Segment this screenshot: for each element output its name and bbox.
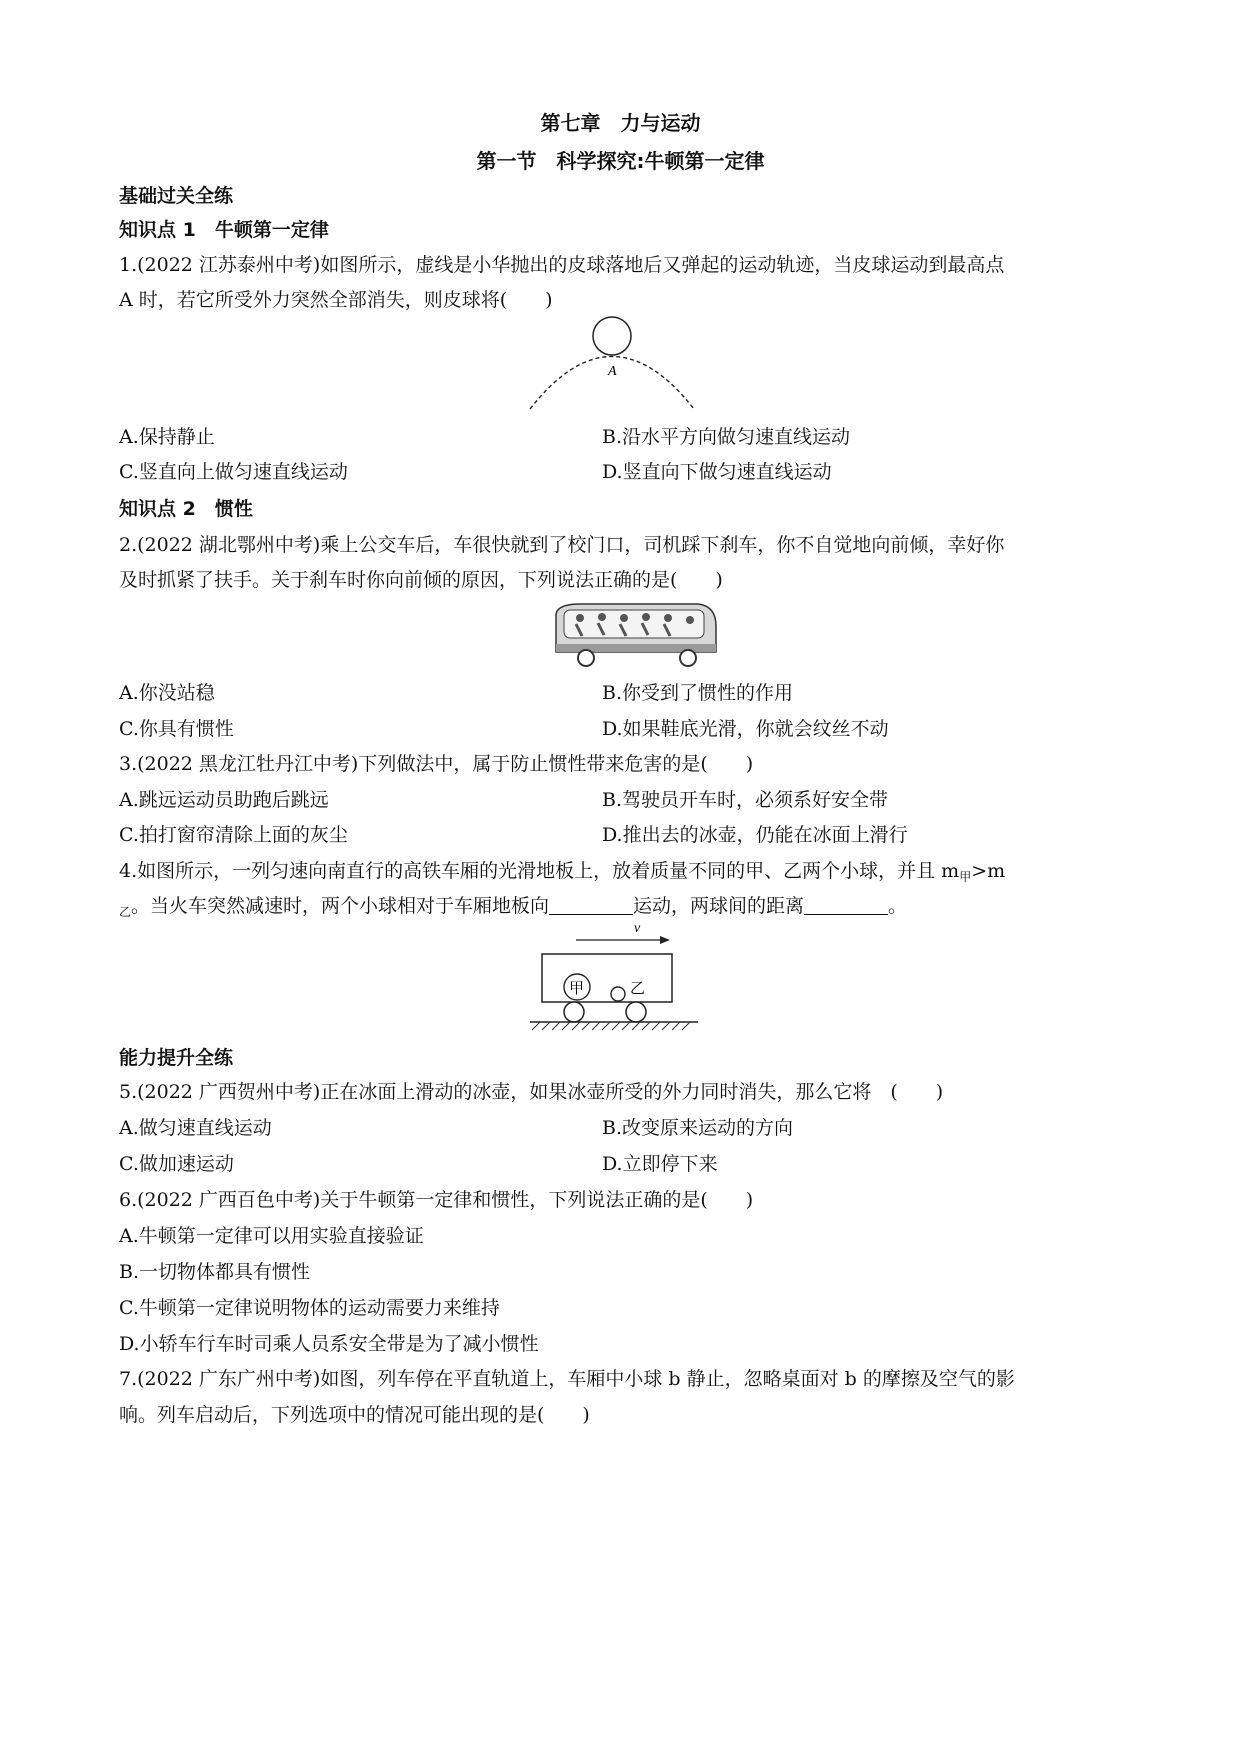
q4-train-car-figure bbox=[530, 920, 710, 1032]
q3-option-d[interactable]: D.推出去的冰壶，仍能在冰面上滑行 bbox=[602, 824, 908, 846]
part-heading-basic: 基础过关全练 bbox=[119, 185, 234, 207]
q4-blank-2[interactable] bbox=[804, 896, 888, 915]
q2-option-a[interactable]: A.你没站稳 bbox=[119, 682, 215, 704]
q2-option-b[interactable]: B.你受到了惯性的作用 bbox=[602, 682, 794, 704]
q3-option-a[interactable]: A.跳远运动员助跑后跳远 bbox=[119, 789, 329, 811]
part-heading-advanced: 能力提升全练 bbox=[119, 1047, 234, 1069]
q6-option-c[interactable]: C.牛顿第一定律说明物体的运动需要力来维持 bbox=[119, 1297, 500, 1319]
q6-option-a[interactable]: A.牛顿第一定律可以用实验直接验证 bbox=[119, 1225, 424, 1247]
section-title: 第一节 科学探究:牛顿第一定律 bbox=[476, 149, 765, 173]
knowledge-point-2: 知识点 2 惯性 bbox=[119, 498, 253, 520]
q1-option-c[interactable]: C.竖直向上做匀速直线运动 bbox=[119, 461, 348, 483]
q4-text-b: >m bbox=[971, 860, 1006, 882]
q4-text-e: 。 bbox=[888, 895, 908, 917]
q1-ball-trajectory-figure bbox=[520, 314, 720, 414]
q2-bus-illustration bbox=[550, 600, 720, 668]
q4-stem-line1 bbox=[119, 856, 1005, 885]
q2-option-c[interactable]: C.你具有惯性 bbox=[119, 718, 234, 740]
q1-option-d[interactable]: D.竖直向下做匀速直线运动 bbox=[602, 461, 832, 483]
q4-ball-jia-label: 甲 bbox=[569, 979, 585, 997]
q5-stem: 5.(2022 广西贺州中考)正在冰面上滑动的冰壶，如果冰壶所受的外力同时消失，那么它将 ( ) bbox=[119, 1081, 944, 1103]
q6-option-b[interactable]: B.一切物体都具有惯性 bbox=[119, 1261, 311, 1283]
q4-ball-yi-label: 乙 bbox=[630, 979, 646, 997]
q2-stem-line1: 2.(2022 湖北鄂州中考)乘上公交车后，车很快就到了校门口，司机踩下刹车，你不自觉地向前倾，幸好你 bbox=[119, 534, 1005, 556]
q4-text-d: 运动，两球间的距离 bbox=[633, 895, 805, 917]
q2-stem-line2: 及时抓紧了扶手。关于刹车时你向前倾的原因，下列说法正确的是( ) bbox=[119, 569, 723, 591]
q4-text-c: 。当火车突然减速时，两个小球相对于车厢地板向 bbox=[131, 895, 550, 917]
q4-subscript-jia: 甲 bbox=[959, 870, 972, 884]
chapter-title: 第七章 力与运动 bbox=[540, 111, 701, 135]
q5-option-b[interactable]: B.改变原来运动的方向 bbox=[602, 1117, 794, 1139]
q7-stem-line1: 7.(2022 广东广州中考)如图，列车停在平直轨道上，车厢中小球 b 静止，忽略桌面对 b 的摩擦及空气的影 bbox=[119, 1368, 1015, 1390]
q3-stem: 3.(2022 黑龙江牡丹江中考)下列做法中，属于防止惯性带来危害的是( ) bbox=[119, 753, 754, 775]
q6-stem: 6.(2022 广西百色中考)关于牛顿第一定律和惯性，下列说法正确的是( ) bbox=[119, 1189, 754, 1211]
q5-option-d[interactable]: D.立即停下来 bbox=[602, 1153, 718, 1175]
q5-option-a[interactable]: A.做匀速直线运动 bbox=[119, 1117, 272, 1139]
q2-option-d[interactable]: D.如果鞋底光滑，你就会纹丝不动 bbox=[602, 718, 889, 740]
q1-option-a[interactable]: A.保持静止 bbox=[119, 426, 215, 448]
q1-option-b[interactable]: B.沿水平方向做匀速直线运动 bbox=[602, 426, 851, 448]
knowledge-point-1: 知识点 1 牛顿第一定律 bbox=[119, 219, 329, 241]
q5-option-c[interactable]: C.做加速运动 bbox=[119, 1153, 234, 1175]
q1-stem-line1: 1.(2022 江苏泰州中考)如图所示，虚线是小华抛出的皮球落地后又弹起的运动轨迹，当皮球运动到最高点 bbox=[119, 254, 1005, 276]
q4-blank-1[interactable] bbox=[549, 896, 633, 915]
q3-option-c[interactable]: C.拍打窗帘清除上面的灰尘 bbox=[119, 824, 348, 846]
q1-stem-line2: A 时，若它所受外力突然全部消失，则皮球将( ) bbox=[119, 289, 553, 311]
q3-option-b[interactable]: B.驾驶员开车时，必须系好安全带 bbox=[602, 789, 889, 811]
q4-stem-line2 bbox=[119, 891, 907, 920]
q4-text-a: 4.如图所示，一列匀速向南直行的高铁车厢的光滑地板上，放着质量不同的甲、乙两个小球，并且 m bbox=[119, 860, 960, 882]
q7-stem-line2: 响。列车启动后，下列选项中的情况可能出现的是( ) bbox=[119, 1404, 590, 1426]
q4-velocity-label: v bbox=[634, 921, 641, 936]
q6-option-d[interactable]: D.小轿车行车时司乘人员系安全带是为了减小惯性 bbox=[119, 1333, 539, 1355]
q4-subscript-yi: 乙 bbox=[119, 905, 132, 919]
q1-point-a-label: A bbox=[608, 364, 617, 379]
